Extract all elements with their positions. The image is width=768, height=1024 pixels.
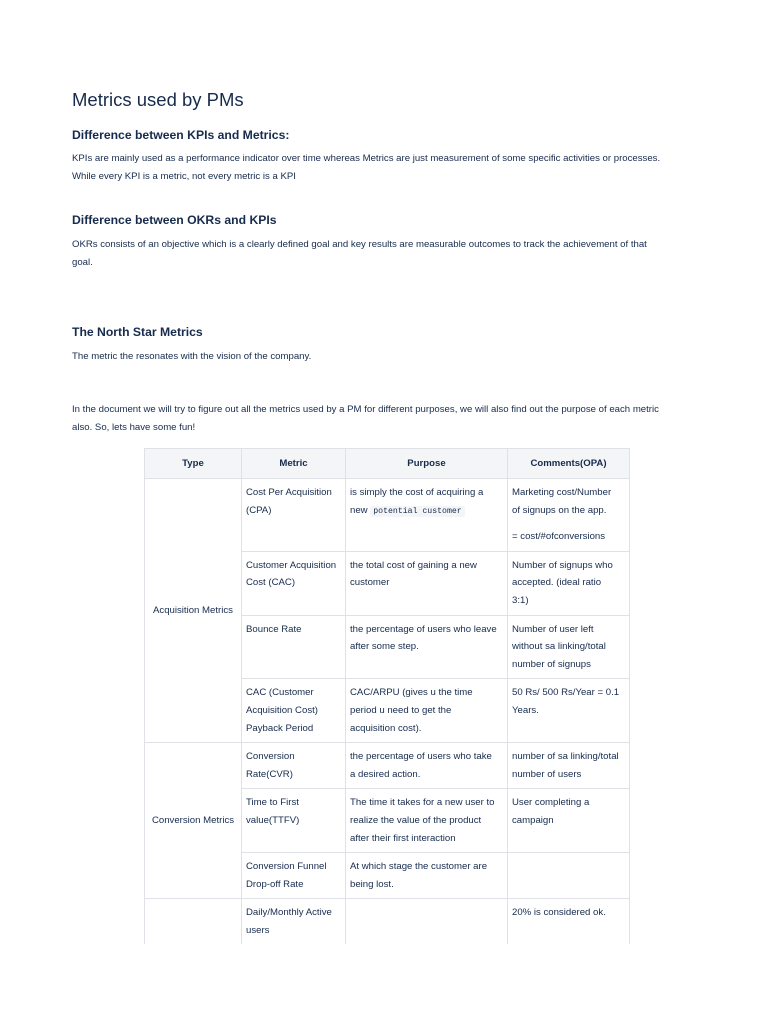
comment-line: number of signups xyxy=(512,658,591,670)
metric-comments-cell xyxy=(508,743,630,789)
comment-spacer xyxy=(512,519,625,528)
comment-line: = cost/#ofconversions xyxy=(512,531,606,543)
paragraph-line: OKRs consists of an objective which is a clearly defined goal and key results are measurable outcomes to track the achievement of that xyxy=(72,239,647,250)
paragraph-line: KPIs are mainly used as a performance indicator over time whereas Metrics are just measurement of some specific activities or processes. xyxy=(72,153,661,164)
comment-line: number of users xyxy=(512,768,582,780)
comment-line: 50 Rs/ 500 Rs/Year = 0.1 xyxy=(512,687,620,699)
metric-comments-cell xyxy=(508,853,630,899)
purpose-line: new potential customer xyxy=(350,502,503,521)
purpose-line: period u need to get the xyxy=(350,704,452,716)
metric-purpose-cell xyxy=(346,789,508,853)
okrs-vs-kpis-heading: Difference between OKRs and KPIs xyxy=(72,213,277,227)
comment-line: Number of signups who xyxy=(512,559,613,571)
metric-type-cell xyxy=(145,899,242,945)
metric-name-cell xyxy=(242,679,346,743)
metric-name-cell xyxy=(242,551,346,615)
metric-name-line: Payback Period xyxy=(246,722,314,734)
purpose-line: after their first interaction xyxy=(350,832,456,844)
paragraph-line: In the document we will try to figure out all the metrics used by a PM for different purposes, we will also find out the purpose of each metric xyxy=(72,404,659,415)
metric-name-line: Customer Acquisition xyxy=(246,559,337,571)
purpose-line: CAC/ARPU (gives u the time xyxy=(350,687,473,699)
metric-name-line: Conversion Funnel xyxy=(246,861,327,873)
intro-text xyxy=(72,401,696,437)
purpose-line: after some step. xyxy=(350,641,419,653)
comment-line: accepted. (ideal ratio xyxy=(512,577,602,589)
metric-name-line: users xyxy=(246,924,270,936)
comment-line: Years. xyxy=(512,704,539,716)
comment-line: campaign xyxy=(512,814,554,826)
comment-line: 20% is considered ok. xyxy=(512,907,606,919)
metric-name-line: Drop-off Rate xyxy=(246,878,304,890)
okrs-vs-kpis-text xyxy=(72,236,696,272)
paragraph-line: also. So, lets have some fun! xyxy=(72,422,196,433)
page-title: Metrics used by PMs xyxy=(72,89,244,110)
metric-purpose-cell xyxy=(346,743,508,789)
metric-name-line: Bounce Rate xyxy=(246,623,302,635)
purpose-line: acquisition cost). xyxy=(350,722,422,734)
table-body xyxy=(145,479,630,945)
metric-type-cell: Acquisition Metrics xyxy=(145,479,242,743)
col-header-type: Type xyxy=(145,449,242,479)
metric-purpose-cell xyxy=(346,853,508,899)
comment-line: of signups on the app. xyxy=(512,504,607,516)
comment-line: without sa linking/total xyxy=(512,641,606,653)
metric-name-cell xyxy=(242,899,346,945)
metric-name-line: Rate(CVR) xyxy=(246,768,293,780)
metric-name-cell xyxy=(242,853,346,899)
purpose-line: the percentage of users who leave xyxy=(350,623,497,635)
comment-line: Marketing cost/Number xyxy=(512,487,612,498)
metric-name-line: Time to First xyxy=(246,797,299,809)
metric-name-line: value(TTFV) xyxy=(246,814,300,826)
metric-purpose-cell xyxy=(346,479,508,552)
metric-name-line: CAC (Customer xyxy=(246,687,314,699)
metric-purpose-cell xyxy=(346,551,508,615)
metric-comments-cell xyxy=(508,789,630,853)
col-header-metric: Metric xyxy=(242,449,346,479)
metric-name-cell xyxy=(242,743,346,789)
col-header-purpose: Purpose xyxy=(346,449,508,479)
purpose-line: customer xyxy=(350,577,390,589)
comment-line: User completing a xyxy=(512,797,590,809)
metric-name-cell xyxy=(242,789,346,853)
purpose-line: At which stage the customer are xyxy=(350,861,488,873)
metric-name-line: Cost Per Acquisition xyxy=(246,487,332,498)
comment-line: number of sa linking/total xyxy=(512,751,619,763)
kpi-vs-metrics-heading: Difference between KPIs and Metrics: xyxy=(72,128,290,142)
metric-purpose-cell xyxy=(346,615,508,679)
purpose-line: the total cost of gaining a new xyxy=(350,559,477,571)
metric-comments-cell xyxy=(508,615,630,679)
metric-name-cell xyxy=(242,615,346,679)
metric-type-cell: Conversion Metrics xyxy=(145,743,242,899)
paragraph-line: While every KPI is a metric, not every metric is a KPI xyxy=(72,171,296,182)
paragraph-line: The metric the resonates with the vision of the company. xyxy=(72,351,312,362)
metric-comments-cell xyxy=(508,479,630,552)
purpose-line: realize the value of the product xyxy=(350,814,482,826)
inline-code: potential customer xyxy=(370,506,464,517)
metric-name-line: (CPA) xyxy=(246,504,272,516)
table-header-row xyxy=(145,449,630,479)
metric-name-line: Cost (CAC) xyxy=(246,577,296,589)
purpose-line: The time it takes for a new user to xyxy=(350,797,495,809)
metric-comments-cell xyxy=(508,899,630,945)
metrics-table xyxy=(144,448,630,944)
kpi-vs-metrics-text xyxy=(72,150,696,186)
purpose-line: being lost. xyxy=(350,878,394,890)
purpose-line: the percentage of users who take xyxy=(350,751,492,763)
metric-comments-cell xyxy=(508,551,630,615)
metric-name-line: Conversion xyxy=(246,751,295,763)
metric-name-cell xyxy=(242,479,346,552)
north-star-heading: The North Star Metrics xyxy=(72,325,203,339)
table-row xyxy=(145,743,630,789)
purpose-line: is simply the cost of acquiring a xyxy=(350,487,484,498)
table-row xyxy=(145,479,630,552)
col-header-comments: Comments(OPA) xyxy=(508,449,630,479)
comment-line: 3:1) xyxy=(512,594,529,606)
comment-line: Number of user left xyxy=(512,623,594,635)
table-row xyxy=(145,899,630,945)
metric-name-line: Daily/Monthly Active xyxy=(246,907,332,919)
metric-name-line: Acquisition Cost) xyxy=(246,704,318,716)
metric-comments-cell xyxy=(508,679,630,743)
paragraph-line: goal. xyxy=(72,257,93,268)
purpose-line: a desired action. xyxy=(350,768,421,780)
metric-purpose-cell xyxy=(346,899,508,945)
north-star-text xyxy=(72,348,696,366)
metric-purpose-cell xyxy=(346,679,508,743)
